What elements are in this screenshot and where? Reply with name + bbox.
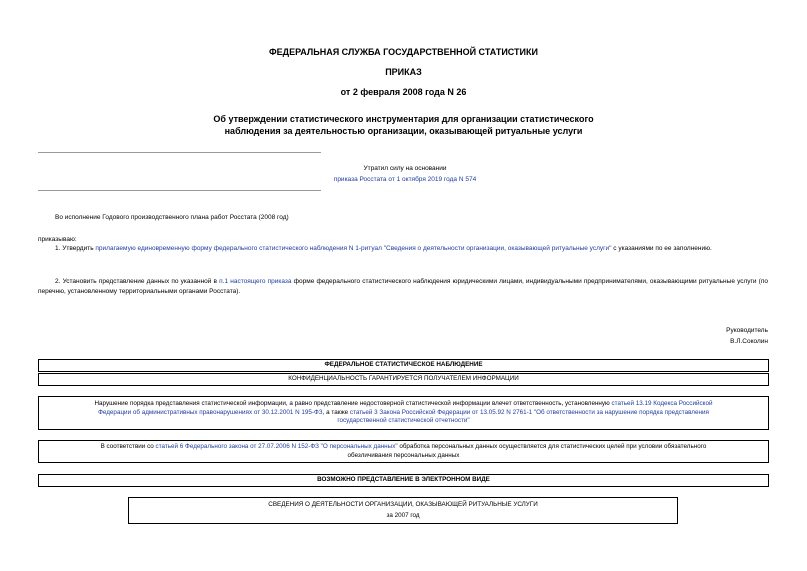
- personal-data-text-2: обработка персональных данных осуществляется для статистических целей при условии обязательного обезличивания персональных данных: [347, 443, 707, 459]
- report-year: за 2007 год: [386, 512, 420, 519]
- agency-name: ФЕДЕРАЛЬНАЯ СЛУЖБА ГОСУДАРСТВЕННОЙ СТАТИСТИКИ: [269, 47, 538, 57]
- item2-suffix: форме федерального статистического наблюдения юридическими лицами, индивидуальными предпринимателями, оказывающими ритуальные услуги (по перечню, установленному территориальными органами Росстата).: [38, 278, 768, 295]
- item2-prefix: 2. Установить представление данных по указанной в: [55, 278, 220, 285]
- report-title-box: [128, 497, 678, 524]
- separator-top: [38, 152, 321, 153]
- violation-text-2: , а также: [322, 408, 350, 416]
- signature-role: Руководитель: [726, 327, 768, 334]
- item1-prefix: 1. Утвердить: [55, 245, 96, 252]
- document-type: ПРИКАЗ: [385, 67, 422, 77]
- report-title: СВЕДЕНИЯ О ДЕЯТЕЛЬНОСТИ ОРГАНИЗАЦИИ, ОКАЗЫВАЮЩЕЙ РИТУАЛЬНЫЕ УСЛУГИ: [268, 500, 538, 508]
- signature-name: В.Л.Соколин: [730, 338, 768, 345]
- federal-observation-box: [38, 359, 769, 372]
- personal-data-text: [79, 443, 728, 460]
- document-title-line1: Об утверждении статистического инструментария для организации статистического: [213, 114, 594, 124]
- violation-notice-text: [79, 400, 728, 426]
- confidentiality-label: КОНФИДЕНЦИАЛЬНОСТЬ ГАРАНТИРУЕТСЯ ПОЛУЧАТЕЛЕМ ИНФОРМАЦИИ: [288, 375, 519, 383]
- confidentiality-box: [38, 373, 769, 386]
- personal-data-box: [38, 440, 769, 463]
- repeal-note: Утратил силу на основании: [363, 165, 447, 172]
- separator-bottom: [38, 190, 321, 191]
- federal-law-link[interactable]: статьей 3 Закона Российской Федерации от 13.05.92 N 2761-1 "Об ответственности за нарушение порядка представления государственной статистической отчетности": [337, 408, 709, 425]
- item1-suffix: с указаниями по ее заполнению.: [611, 245, 712, 252]
- electronic-submission-label: ВОЗМОЖНО ПРЕДСТАВЛЕНИЕ В ЭЛЕКТРОННОМ ВИДЕ: [317, 476, 490, 484]
- personal-data-text-1: В соответствии со: [100, 443, 156, 450]
- violation-text-1: Нарушение порядка представления статистической информации, а равно представление недостоверной статистической информации влечет ответственность, установленную: [94, 400, 612, 408]
- admin-code-link[interactable]: статьей 13.19 Кодекса Российской Федерации об административных правонарушениях от 30.12.2001 N 195-ФЗ: [98, 400, 713, 416]
- personal-data-law-link[interactable]: статьей 6 Федерального закона от 27.07.2006 N 152-ФЗ "О персональных данных": [155, 443, 398, 450]
- order-item-1: [38, 244, 768, 254]
- document-date-number: от 2 февраля 2008 года N 26: [340, 87, 467, 97]
- document-title-line2: наблюдения за деятельностью организации, оказывающей ритуальные услуги: [224, 126, 583, 136]
- order-item-2: [38, 277, 768, 297]
- preamble: Во исполнение Годового производственного плана работ Росстата (2008 год): [55, 214, 289, 221]
- electronic-submission-box: [38, 474, 769, 487]
- federal-observation-label: ФЕДЕРАЛЬНОЕ СТАТИСТИЧЕСКОЕ НАБЛЮДЕНИЕ: [324, 361, 483, 369]
- form-link[interactable]: прилагаемую единовременную форму федерального статистического наблюдения N 1-ритуал "Сведения о деятельности организации, оказывающей ритуальные услуги": [95, 245, 612, 252]
- clause-link[interactable]: п.1 настоящего приказа: [219, 278, 292, 285]
- order-word: приказываю:: [38, 236, 77, 243]
- repeal-order-link[interactable]: приказа Росстата от 1 октября 2019 года N 574: [333, 176, 477, 183]
- violation-notice-box: [38, 396, 769, 430]
